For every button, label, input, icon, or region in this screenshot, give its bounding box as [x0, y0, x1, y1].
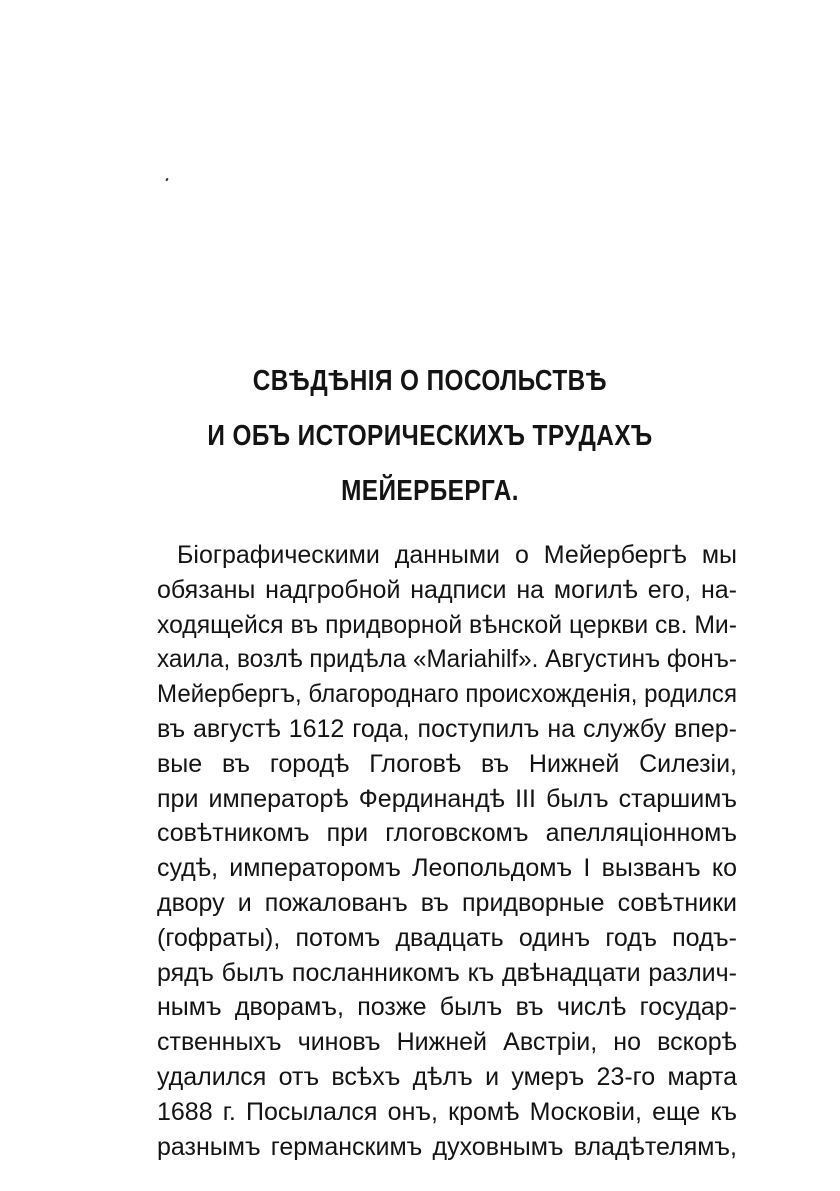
- text-line: удалился отъ всѣхъ дѣлъ и умеръ 23-го марта: [157, 1062, 737, 1091]
- text-line: хаила, возлѣ придѣла «Mariahilf». Августинъ фонъ-: [157, 645, 737, 674]
- heading-line-3: МЕЙЕРБЕРГА.: [341, 475, 519, 507]
- text-line: 1688 г. Посылался онъ, кромѣ Московіи, еще къ: [157, 1097, 737, 1126]
- text-line: двору и пожалованъ въ придворные совѣтники: [157, 888, 737, 917]
- text-line: въ августѣ 1612 года, поступилъ на службу впер-: [157, 714, 737, 743]
- text-line: (гофраты), потомъ двадцать одинъ годъ подъ-: [157, 923, 737, 952]
- heading-line-1: СВѢДѢНІЯ О ПОСОЛЬСТВѢ: [252, 365, 608, 397]
- text-line: ходящейся въ придворной вѣнской церкви св. Ми-: [157, 610, 737, 639]
- text-line: Мейербергъ, благороднаго происхожденія, родился: [157, 680, 737, 709]
- text-line: при императорѣ Фердинандѣ III былъ старшимъ: [157, 784, 737, 813]
- print-speck: [165, 178, 168, 182]
- text-line: судѣ, императоромъ Леопольдомъ I вызванъ ко: [157, 854, 737, 883]
- text-line: ственныхъ чиновъ Нижней Австріи, но вскорѣ: [157, 1028, 737, 1057]
- text-line: вые въ городѣ Глоговѣ въ Нижней Силезіи,: [157, 749, 737, 778]
- body-paragraph: [157, 538, 737, 1164]
- text-line: обязаны надгробной надписи на могилѣ его, на-: [157, 575, 737, 604]
- text-line: нымъ дворамъ, позже былъ въ числѣ государ-: [157, 993, 737, 1022]
- text-line: совѣтникомъ при глоговскомъ апелляціонномъ: [157, 819, 737, 848]
- text-line: разнымъ германскимъ духовнымъ владѣтелямъ,: [157, 1132, 737, 1161]
- text-line: рядъ былъ посланникомъ къ двѣнадцати различ-: [157, 958, 737, 987]
- heading-line-2: И ОБЪ ИСТОРИЧЕСКИХЪ ТРУДАХЪ: [207, 420, 653, 452]
- text-line: Біографическими данными о Мейербергѣ мы: [177, 541, 737, 569]
